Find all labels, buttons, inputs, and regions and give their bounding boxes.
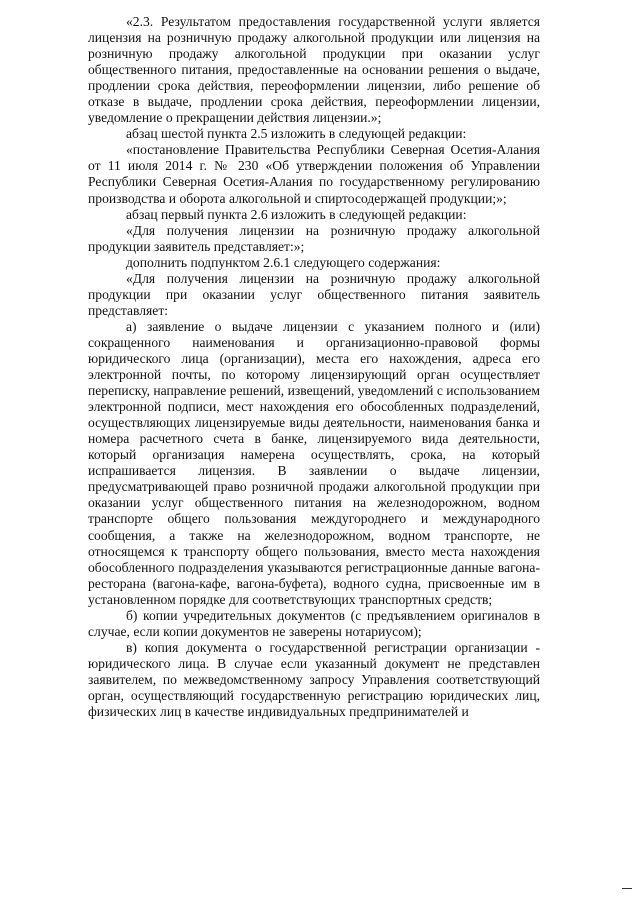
paragraph-amend-2-5: абзац шестой пункта 2.5 изложить в следующей редакции: <box>126 126 467 142</box>
list-item-b-charter-copies: б) копии учредительных документов (с предъявлением оригиналов в случае, если копии документов не заверены нотариусом); <box>88 607 540 639</box>
list-item-v-registration-copy: в) копия документа о государственной регистрации организации - юридического лица. В случае если указанный документ не представлен заявителем, по межведомственному запросу Управления соответствующий орган, осуществляющий государственную регистрацию юридических лиц, физических лиц в качестве индивидуальных предпринимателей и <box>88 639 540 720</box>
paragraph-add-2-6-1: дополнить подпунктом 2.6.1 следующего содержания: <box>126 254 441 270</box>
paragraph-2-3-result: «2.3. Результатом предоставления государственной услуги является лицензия на розничную продажу алкогольной продукции или лицензия на розничную продажу алкогольной продукции при оказании услуг общественного питания, предоставленные на основании решения о выдаче, продлении срока действия, переоформлении лицензии, либо решение об отказе в выдаче, продлении срока действия, переоформлении лицензии, уведомление о прекращении действия лицензии.»; <box>88 14 540 126</box>
paragraph-public-catering-license: «Для получения лицензии на розничную продажу алкогольной продукции при оказании услуг общественного питания заявитель представляет: <box>88 270 540 318</box>
list-item-a-application: а) заявление о выдаче лицензии с указанием полного и (или) сокращенного наименования и организационно-правовой формы юридического лица (организации), места его нахождения, адреса его электронной почты, по которому лицензирующий орган осуществляет переписку, направление решений, извещений, уведомлений с использованием электронной подписи, мест нахождения его обособленных подразделений, осуществляющих лицензируемые виды деятельности, наименования банка и номера расчетного счета в банке, лицензируемого вида деятельности, который организация намерена осуществлять, срока, на который испрашивается лицензия. В заявлении о выдаче лицензии, предусматривающей право розничной продажи алкогольной продукции при оказании услуг общественного питания на железнодорожном, водном транспорте общего пользования междугороднего и международного сообщения, а также на железнодорожном, водном транспорте, не относящемся к транспорту общего пользования, вместо места нахождения обособленного подразделения указываются регистрационные данные вагона-ресторана (вагона-кафе, вагона-буфета), водного судна, присвоенные им в установленном порядке для соответствующих транспортных средств; <box>88 318 540 607</box>
paragraph-amend-2-6: абзац первый пункта 2.6 изложить в следующей редакции: <box>126 206 467 222</box>
document-body <box>88 14 540 720</box>
paragraph-applicant-submits: «Для получения лицензии на розничную продажу алкогольной продукции заявитель представляет:»; <box>88 222 540 254</box>
paragraph-resolution-230: «постановление Правительства Республики Северная Осетия-Алания от 11 июля 2014 г. № 230 «Об утверждении положения об Управлении Республики Северная Осетия-Алания по государственному регулированию производства и оборота алкогольной и спиртосодержащей продукции;»; <box>88 142 540 206</box>
page-edge-mark <box>622 888 632 889</box>
